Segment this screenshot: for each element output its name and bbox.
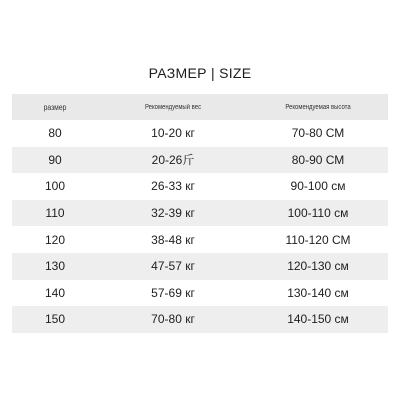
size-cell: 130 bbox=[44, 259, 66, 274]
table-row bbox=[12, 200, 388, 227]
weight-cell: 38-48 кг bbox=[151, 232, 195, 247]
header-size: размер bbox=[43, 102, 67, 112]
size-chart-title: РАЗМЕР | SIZE bbox=[148, 65, 252, 81]
weight-cell: 47-57 кг bbox=[151, 259, 195, 274]
weight-cell: 32-39 кг bbox=[151, 206, 195, 221]
table-header-row bbox=[12, 94, 388, 120]
size-cell: 110 bbox=[45, 206, 65, 221]
height-cell: 80-90 СМ bbox=[291, 152, 345, 167]
table-row bbox=[12, 147, 388, 174]
weight-cell: 70-80 кг bbox=[151, 312, 195, 327]
header-weight: Рекомендуемый вес bbox=[144, 103, 202, 111]
header-height: Рекомендуемая высота bbox=[285, 103, 351, 111]
table-row bbox=[12, 253, 388, 280]
height-cell: 140-150 см bbox=[287, 312, 349, 327]
size-cell: 150 bbox=[44, 312, 66, 327]
table-row bbox=[12, 226, 388, 253]
weight-cell: 10-20 кг bbox=[151, 126, 195, 141]
height-cell: 70-80 СМ bbox=[291, 126, 345, 141]
weight-cell: 26-33 кг bbox=[151, 179, 195, 194]
weight-cell: 57-69 кг bbox=[151, 285, 195, 300]
size-cell: 140 bbox=[44, 285, 66, 300]
table-row bbox=[12, 280, 388, 307]
height-cell: 130-140 см bbox=[287, 285, 349, 300]
table-row bbox=[12, 120, 388, 147]
size-cell: 120 bbox=[44, 232, 66, 247]
height-cell: 100-110 см bbox=[287, 206, 349, 221]
table-row bbox=[12, 306, 388, 333]
height-cell: 90-100 см bbox=[290, 179, 346, 194]
size-cell: 80 bbox=[48, 126, 62, 141]
size-cell: 100 bbox=[44, 179, 66, 194]
height-cell: 110-120 СМ bbox=[285, 232, 351, 247]
table-row bbox=[12, 173, 388, 200]
size-cell: 90 bbox=[48, 152, 62, 167]
weight-cell: 20-26斤 bbox=[151, 153, 195, 168]
size-table bbox=[12, 94, 388, 333]
height-cell: 120-130 см bbox=[287, 259, 349, 274]
